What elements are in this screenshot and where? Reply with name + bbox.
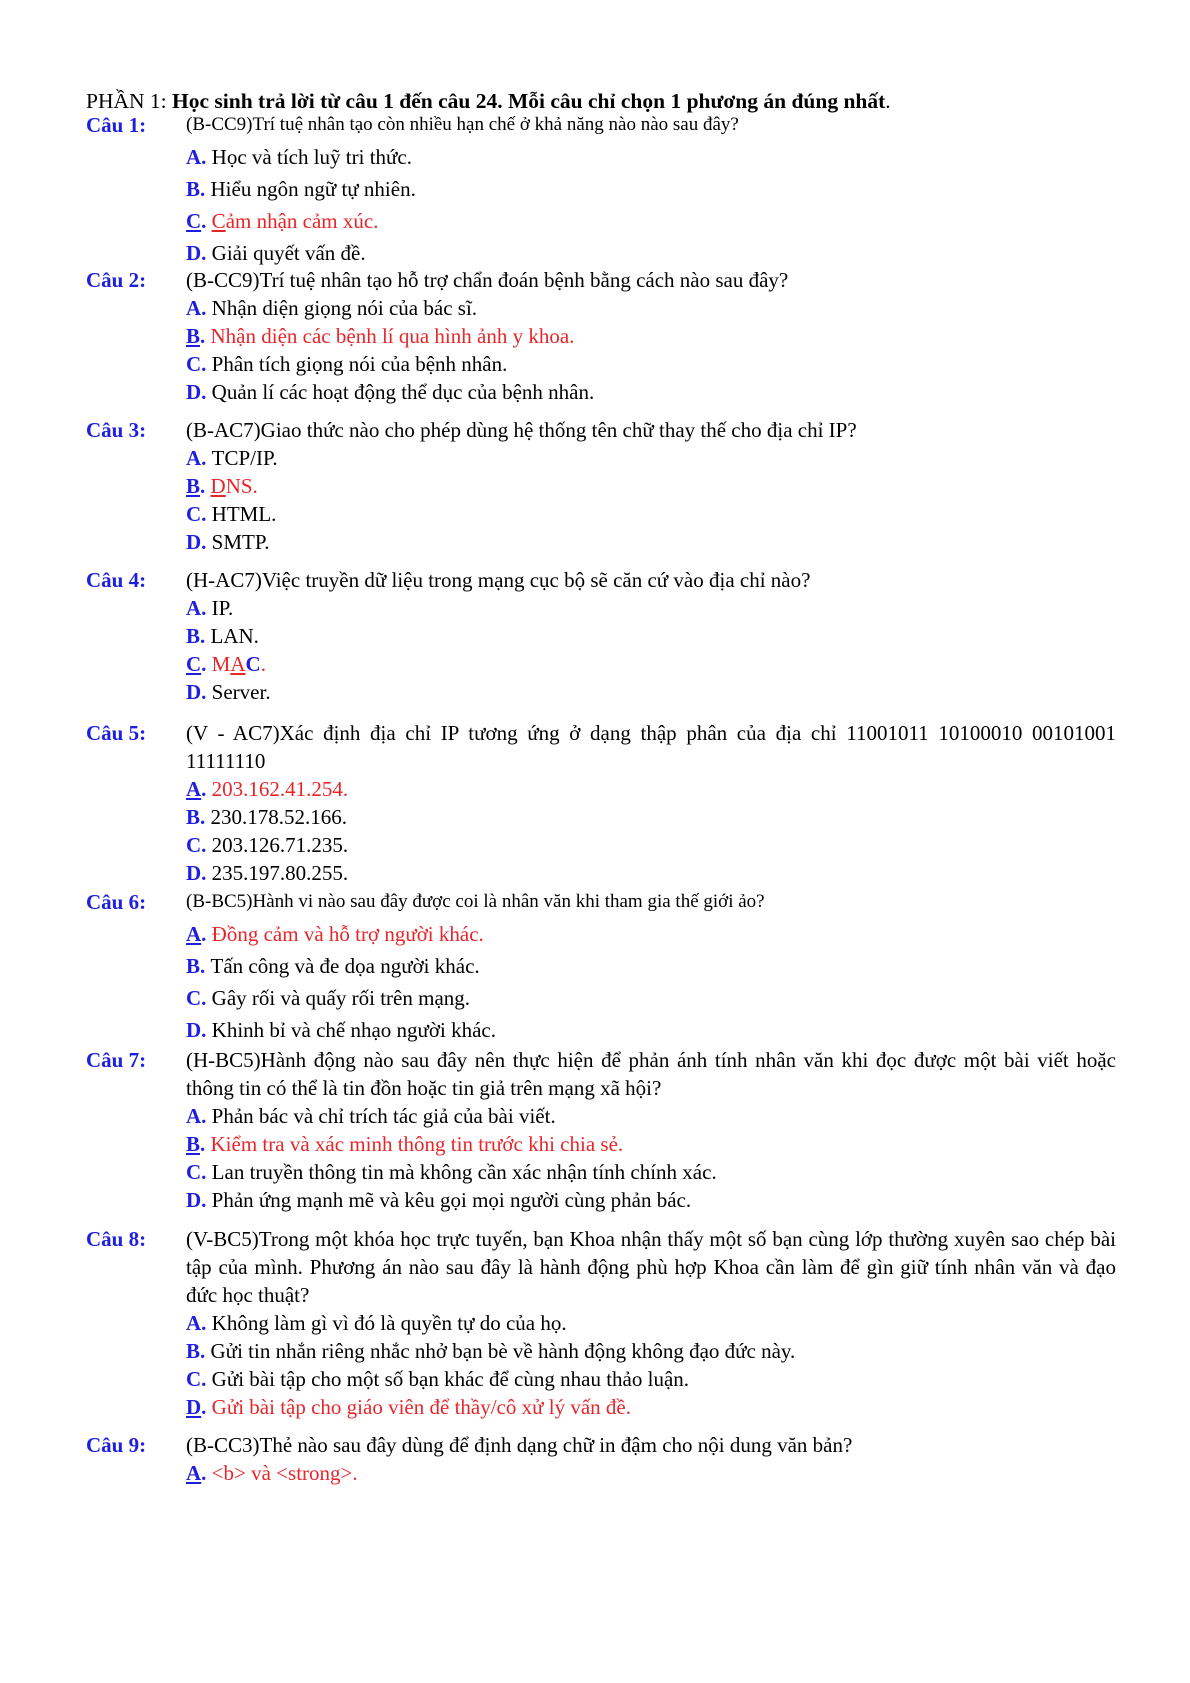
- option-text: Hiểu ngôn ngữ tự nhiên.: [210, 177, 416, 201]
- option-letter: B: [186, 474, 201, 498]
- option-a: A. IP.: [186, 596, 234, 620]
- option-text: Gửi bài tập cho giáo viên để thầy/cô xử lý vấn đề.: [211, 1395, 631, 1419]
- option-text-rest: NS.: [225, 474, 258, 498]
- option-letter: A: [186, 446, 202, 470]
- option-letter: A: [186, 777, 202, 801]
- option-letter: D: [186, 1395, 202, 1419]
- option-text: Phân tích giọng nói của bệnh nhân.: [211, 352, 508, 376]
- option-letter: A: [186, 1461, 202, 1485]
- question-6: [86, 888, 1116, 1044]
- option-letter: C: [186, 352, 202, 376]
- option-d: D. SMTP.: [186, 530, 270, 554]
- option-letter: D: [186, 680, 202, 704]
- question-text: (B-BC5)Hành vi nào sau đây được coi là nhân văn khi tham gia thế giới ảo?: [186, 891, 765, 912]
- option-a: A. Phản bác và chỉ trích tác giả của bài viết.: [186, 1104, 556, 1128]
- option-d: D. 235.197.80.255.: [186, 861, 349, 885]
- question-label: Câu 8:: [86, 1227, 147, 1251]
- option-text: 235.197.80.255.: [211, 861, 349, 885]
- option-d-correct: D. Gửi bài tập cho giáo viên để thầy/cô xử lý vấn đề.: [186, 1395, 631, 1419]
- option-a: A. Học và tích luỹ tri thức.: [186, 145, 413, 169]
- option-letter: C: [186, 1160, 202, 1184]
- option-letter: A: [186, 922, 202, 946]
- option-letter: B: [186, 624, 201, 648]
- option-text: Phản ứng mạnh mẽ và kêu gọi mọi người cùng phản bác.: [211, 1188, 692, 1212]
- question-text: (B-CC9)Trí tuệ nhân tạo hỗ trợ chẩn đoán bệnh bằng cách nào sau đây?: [186, 268, 789, 292]
- option-text: Gây rối và quấy rối trên mạng.: [211, 986, 471, 1010]
- option-text: 203.126.71.235.: [211, 833, 349, 857]
- question-label: Câu 3:: [86, 418, 147, 442]
- question-text: (H-AC7)Việc truyền dữ liệu trong mạng cục bộ sẽ căn cứ vào địa chỉ nào?: [186, 568, 811, 592]
- option-letter: B: [186, 1339, 201, 1363]
- option-text: Server.: [211, 680, 271, 704]
- option-b: B. 230.178.52.166.: [186, 805, 348, 829]
- option-a: A. Nhận diện giọng nói của bác sĩ.: [186, 296, 478, 320]
- option-c: C. 203.126.71.235.: [186, 833, 349, 857]
- option-text: Gửi tin nhắn riêng nhắc nhở bạn bè về hành động không đạo đức này.: [210, 1339, 796, 1363]
- option-letter: C: [186, 986, 202, 1010]
- option-text-rest: ảm nhận cảm xúc.: [225, 209, 379, 233]
- question-label: Câu 2:: [86, 268, 147, 292]
- option-c: C. Phân tích giọng nói của bệnh nhân.: [186, 352, 508, 376]
- option-text: Nhận diện các bệnh lí qua hình ảnh y khoa.: [210, 324, 575, 348]
- option-letter: D: [186, 1188, 202, 1212]
- option-a-correct: A. Đồng cảm và hỗ trợ người khác.: [186, 922, 484, 946]
- question-label: Câu 6:: [86, 890, 147, 914]
- question-text: (B-AC7)Giao thức nào cho phép dùng hệ thống tên chữ thay thế cho địa chỉ IP?: [186, 418, 857, 442]
- question-2: [86, 266, 1116, 406]
- option-letter: A: [186, 596, 202, 620]
- option-c: C. Gửi bài tập cho một số bạn khác để cùng nhau thảo luận.: [186, 1367, 690, 1391]
- option-c: C. Gây rối và quấy rối trên mạng.: [186, 986, 471, 1010]
- option-text: HTML.: [211, 502, 277, 526]
- option-text: Tấn công và đe dọa người khác.: [210, 954, 480, 978]
- question-5: [86, 719, 1116, 887]
- option-letter: A: [186, 145, 202, 169]
- option-text-c: C: [245, 652, 261, 676]
- question-text: (V-BC5)Trong một khóa học trực tuyến, bạn Khoa nhận thấy một số bạn cùng lớp thường xuyên sao chép bài tập của mình. Phương án nào sau đây là hành động phù hợp Khoa cần làm để gìn giữ tính nhân văn và đạo đức học thuật?: [186, 1227, 1116, 1307]
- question-label: Câu 5:: [86, 721, 147, 745]
- option-a-correct: A. 203.162.41.254.: [186, 777, 349, 801]
- option-text: 203.162.41.254.: [211, 777, 349, 801]
- option-text-a: A: [230, 652, 246, 676]
- option-letter: B: [186, 1132, 201, 1156]
- option-c: C. HTML.: [186, 502, 277, 526]
- option-b: B. Gửi tin nhắn riêng nhắc nhở bạn bè về hành động không đạo đức này.: [186, 1339, 796, 1363]
- question-4: [86, 566, 1116, 706]
- option-text: Giải quyết vấn đề.: [211, 241, 366, 265]
- option-d: D. Server.: [186, 680, 271, 704]
- option-letter: C: [186, 502, 202, 526]
- option-b: B. LAN.: [186, 624, 259, 648]
- option-text: Kiểm tra và xác minh thông tin trước khi chia sẻ.: [210, 1132, 624, 1156]
- option-letter: B: [186, 954, 201, 978]
- question-text: (B-CC3)Thẻ nào sau đây dùng để định dạng chữ in đậm cho nội dung văn bản?: [186, 1433, 853, 1457]
- option-text-first: C: [211, 209, 226, 233]
- question-1: [86, 111, 1116, 267]
- option-letter: D: [186, 241, 202, 265]
- option-text-m: M: [211, 652, 231, 676]
- option-letter: C: [186, 209, 202, 233]
- option-text-dot: .: [260, 652, 266, 676]
- question-3: [86, 416, 1116, 556]
- option-text: Học và tích luỹ tri thức.: [211, 145, 413, 169]
- option-letter: A: [186, 296, 202, 320]
- option-text: Lan truyền thông tin mà không cần xác nhận tính chính xác.: [211, 1160, 717, 1184]
- question-text: (B-CC9)Trí tuệ nhân tạo còn nhiều hạn chế ở khả năng nào nào sau đây?: [186, 114, 739, 135]
- section-part: PHẦN 1: [86, 89, 161, 113]
- option-c-correct: C. Cảm nhận cảm xúc.: [186, 209, 379, 233]
- option-text: Đồng cảm và hỗ trợ người khác.: [211, 922, 484, 946]
- option-b-correct: B. DNS.: [186, 474, 258, 498]
- option-d: D. Quản lí các hoạt động thể dục của bệnh nhân.: [186, 380, 595, 404]
- section-instruction: Học sinh trả lời từ câu 1 đến câu 24. Mỗi câu chỉ chọn 1 phương án đúng nhất: [172, 89, 886, 113]
- question-text: (V - AC7)Xác định địa chỉ IP tương ứng ở dạng thập phân của địa chỉ 11001011 10100010 00101001 11111110: [186, 721, 1116, 773]
- option-text: IP.: [211, 596, 234, 620]
- option-b-correct: B. Nhận diện các bệnh lí qua hình ảnh y khoa.: [186, 324, 575, 348]
- option-letter: D: [186, 1018, 202, 1042]
- option-text: Khinh bỉ và chế nhạo người khác.: [211, 1018, 497, 1042]
- question-8: [86, 1225, 1116, 1421]
- option-d: D. Khinh bỉ và chế nhạo người khác.: [186, 1018, 497, 1042]
- option-b: B. Hiểu ngôn ngữ tự nhiên.: [186, 177, 416, 201]
- option-letter: B: [186, 177, 201, 201]
- option-letter: B: [186, 324, 201, 348]
- option-letter: C: [186, 1367, 202, 1391]
- section-end: .: [885, 89, 891, 113]
- option-a: A. TCP/IP.: [186, 446, 278, 470]
- option-a: A. Không làm gì vì đó là quyền tự do của họ.: [186, 1311, 567, 1335]
- option-letter: B: [186, 805, 201, 829]
- option-b: B. Tấn công và đe dọa người khác.: [186, 954, 480, 978]
- section-separator: :: [160, 89, 173, 113]
- option-c: C. Lan truyền thông tin mà không cần xác nhận tính chính xác.: [186, 1160, 717, 1184]
- question-label: Câu 9:: [86, 1433, 147, 1457]
- option-letter: C: [186, 833, 202, 857]
- option-letter: A: [186, 1311, 202, 1335]
- option-text-first: D: [210, 474, 226, 498]
- option-c-correct: C. MAC.: [186, 652, 266, 676]
- question-label: Câu 7:: [86, 1048, 147, 1072]
- question-label: Câu 1:: [86, 113, 147, 137]
- option-letter: D: [186, 861, 202, 885]
- option-text: 230.178.52.166.: [210, 805, 348, 829]
- option-text: TCP/IP.: [211, 446, 278, 470]
- option-a-correct: A. <b> và <strong>.: [186, 1461, 358, 1485]
- option-text: Phản bác và chỉ trích tác giả của bài viết.: [211, 1104, 556, 1128]
- option-text: Quản lí các hoạt động thể dục của bệnh nhân.: [211, 380, 595, 404]
- option-d: D. Giải quyết vấn đề.: [186, 241, 366, 265]
- question-7: [86, 1046, 1116, 1214]
- option-letter: A: [186, 1104, 202, 1128]
- option-text: SMTP.: [211, 530, 270, 554]
- option-letter: D: [186, 530, 202, 554]
- option-text: Gửi bài tập cho một số bạn khác để cùng nhau thảo luận.: [211, 1367, 690, 1391]
- question-label: Câu 4:: [86, 568, 147, 592]
- option-text: Nhận diện giọng nói của bác sĩ.: [211, 296, 478, 320]
- option-text: <b> và <strong>.: [211, 1461, 358, 1485]
- option-text: LAN.: [210, 624, 259, 648]
- question-9: [86, 1431, 1116, 1487]
- option-letter: C: [186, 652, 202, 676]
- question-text: (H-BC5)Hành động nào sau đây nên thực hiện để phản ánh tính nhân văn khi đọc được một bài viết hoặc thông tin có thể là tin đồn hoặc tin giả trên mạng xã hội?: [186, 1048, 1116, 1100]
- option-letter: D: [186, 380, 202, 404]
- option-text: Không làm gì vì đó là quyền tự do của họ.: [211, 1311, 567, 1335]
- option-d: D. Phản ứng mạnh mẽ và kêu gọi mọi người cùng phản bác.: [186, 1188, 692, 1212]
- option-b-correct: B. Kiểm tra và xác minh thông tin trước khi chia sẻ.: [186, 1132, 624, 1156]
